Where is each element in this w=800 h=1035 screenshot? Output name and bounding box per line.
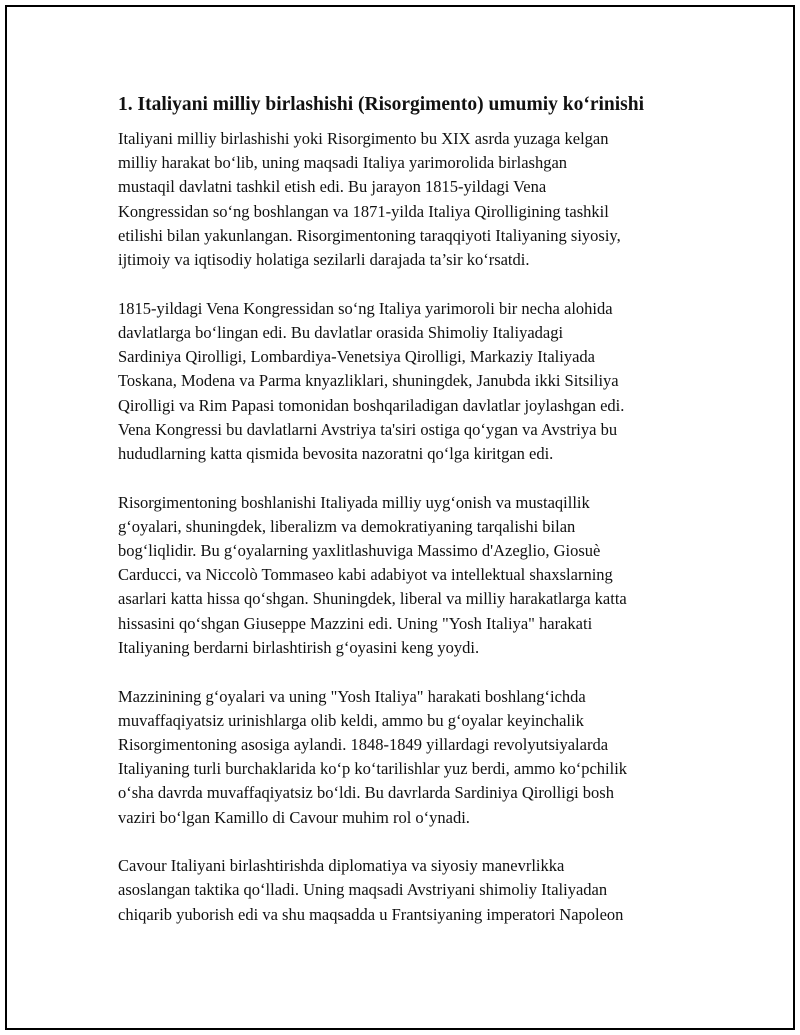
text-line: Italiyani milliy birlashishi yoki Risorgimento bu XIX asrda yuzaga kelgan [118,129,609,148]
text-line: Qirolligi va Rim Papasi tomonidan boshqariladigan davlatlar joylashgan edi. [118,395,625,415]
text-line: Mazzinining g‘oyalari va uning "Yosh Italiya" harakati boshlang‘ichda [118,686,586,706]
text-line: milliy harakat bo‘lib, uning maqsadi Italiya yarimorolida birlashgan [118,153,568,173]
text-line: etilishi bilan yakunlangan. Risorgimentoning taraqqiyoti Italiyaning siyosiy, [118,225,621,245]
text-line: bog‘liqlidir. Bu g‘oyalarning yaxlitlashuviga Massimo d'Azeglio, Giosuè [118,541,601,561]
section-heading: 1. Italiyani milliy birlashishi (Risorgimento) umumiy ko‘rinishi [118,94,645,115]
text-line: hissasini qo‘shgan Giuseppe Mazzini edi. Uning "Yosh Italiya" harakati [118,613,593,633]
paragraph-4 [118,685,698,830]
paragraph-2 [118,297,698,466]
text-line: Carducci, va Niccolò Tommaseo kabi adabiyot va intellektual shaxslarning [118,565,613,585]
paragraph-1 [118,127,698,272]
text-line: davlatlarga bo‘lingan edi. Bu davlatlar orasida Shimoliy Italiyadagi [118,322,564,342]
text-line: vaziri bo‘lgan Kamillo di Cavour muhim rol o‘ynadi. [118,807,470,827]
text-line: mustaqil davlatni tashkil etish edi. Bu jarayon 1815-yildagi Vena [118,177,547,197]
text-line: g‘oyalari, shuningdek, liberalizm va demokratiyaning tarqalishi bilan [118,516,576,536]
document-body [118,92,698,951]
text-line: Italiyaning turli burchaklarida ko‘p ko‘tarilishlar yuz berdi, ammo ko‘pchilik [118,759,628,779]
text-line: chiqarib yuborish edi va shu maqsadda u Frantsiyaning imperatori Napoleon [118,904,624,924]
paragraph-5 [118,854,698,927]
text-line: Kongressidan so‘ng boshlangan va 1871-yilda Italiya Qirolligining tashkil [118,201,609,221]
paragraph-3 [118,491,698,660]
text-line: muvaffaqiyatsiz urinishlarga olib keldi, ammo bu g‘oyalar keyinchalik [118,710,584,730]
text-line: Sardiniya Qirolligi, Lombardiya-Venetsiya Qirolligi, Markaziy Italiyada [118,347,595,367]
text-line: 1815-yildagi Vena Kongressidan so‘ng Italiya yarimoroli bir necha alohida [118,298,613,318]
text-line: Toskana, Modena va Parma knyazliklari, shuningdek, Janubda ikki Sitsiliya [118,371,619,391]
text-line: hududlarning katta qismida bevosita nazoratni qo‘lga kiritgan edi. [118,443,554,463]
text-line: Cavour Italiyani birlashtirishda diplomatiya va siyosiy manevrlikka [118,856,565,876]
text-line: asarlari katta hissa qo‘shgan. Shuningdek, liberal va milliy harakatlarga katta [118,589,627,609]
text-line: Italiyaning berdarni birlashtirish g‘oyasini keng yoydi. [118,637,480,657]
text-line: Vena Kongressi bu davlatlarni Avstriya ta'siri ostiga qo‘ygan va Avstriya bu [118,419,618,439]
text-line: ijtimoiy va iqtisodiy holatiga sezilarli darajada ta’sir ko‘rsatdi. [118,250,530,270]
text-line: asoslangan taktika qo‘lladi. Uning maqsadi Avstriyani shimoliy Italiyadan [118,880,608,900]
text-line: o‘sha davrda muvaffaqiyatsiz bo‘ldi. Bu davrlarda Sardiniya Qirolligi bosh [118,783,614,803]
text-line: Risorgimentoning asosiga aylandi. 1848-1849 yillardagi revolyutsiyalarda [118,734,609,754]
text-line: Risorgimentoning boshlanishi Italiyada milliy uyg‘onish va mustaqillik [118,492,590,512]
